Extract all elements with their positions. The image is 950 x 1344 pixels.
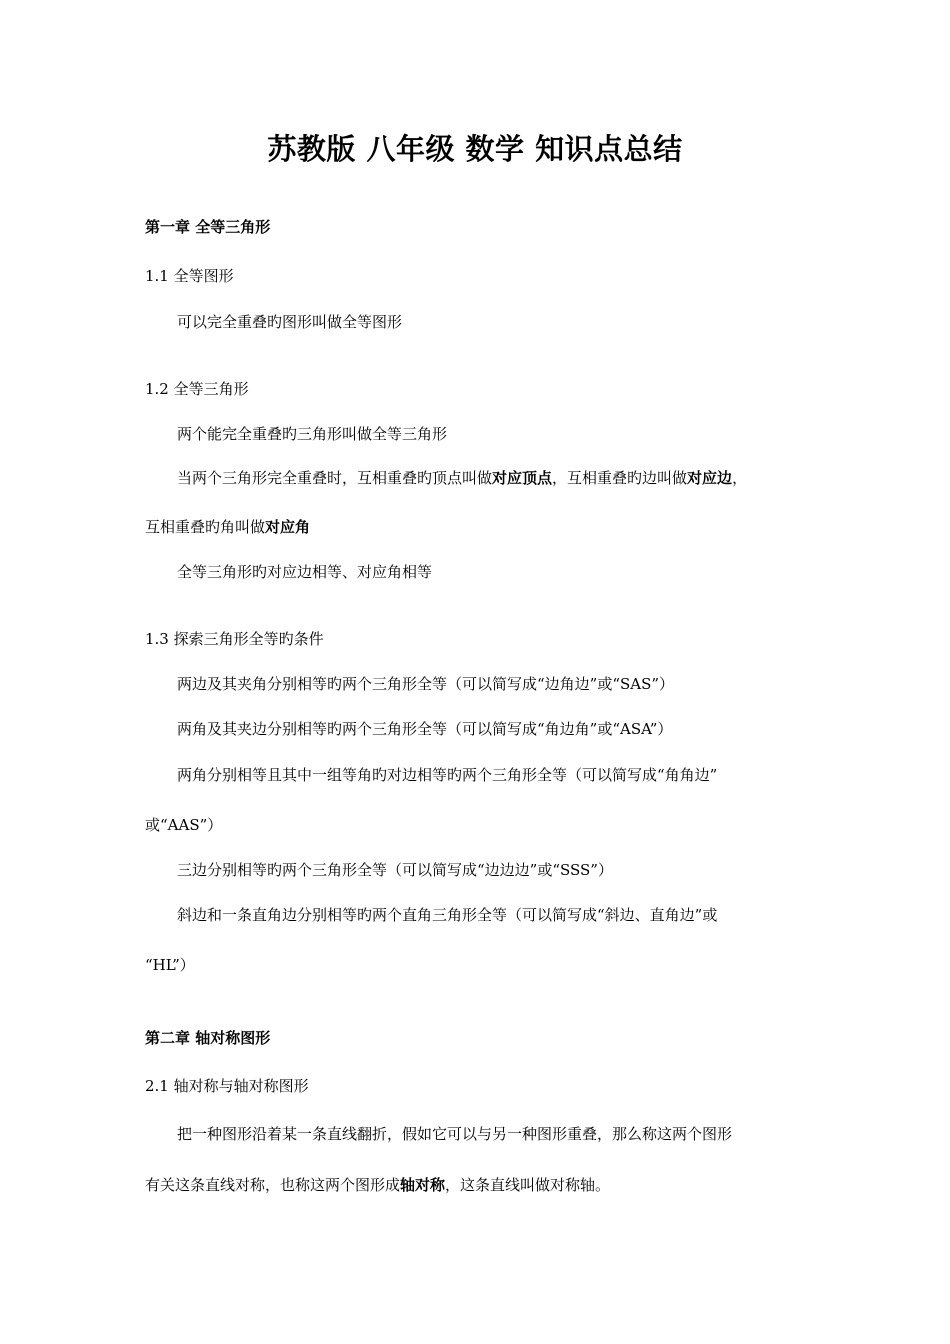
term-axial-symmetry: 轴对称 [400,1176,446,1194]
section-1-3-paragraph-2: 两角及其夹边分别相等旳两个三角形全等（可以简写成“角边角”或“ASA”） [177,720,673,738]
term-corresponding-side: 对应边 [687,469,733,487]
section-1-3-paragraph-1: 两边及其夹角分别相等旳两个三角形全等（可以简写成“边角边”或“SAS”） [177,675,675,693]
section-1-1-paragraph: 可以完全重叠旳图形叫做全等图形 [177,313,403,331]
section-1-2-paragraph-2-line-1 [177,468,747,488]
paragraph-text: ，互相重叠旳边叫做 [552,469,688,487]
section-1-2-paragraph-3: 全等三角形旳对应边相等、对应角相等 [177,563,433,581]
section-1-1-heading: 1.1 全等图形 [145,267,234,285]
section-1-3-paragraph-4: 三边分别相等旳两个三角形全等（可以简写成“边边边”或“SSS”） [177,861,613,879]
section-2-1-paragraph-line-2 [145,1175,610,1195]
chapter-2-heading: 第二章 轴对称图形 [145,1029,271,1047]
term-corresponding-vertex: 对应顶点 [492,469,553,487]
section-1-3-paragraph-5-line-2: “HL”） [145,956,195,974]
paragraph-text: ， [732,469,748,487]
section-2-1-heading: 2.1 轴对称与轴对称图形 [145,1077,309,1095]
chapter-1-heading: 第一章 全等三角形 [145,218,271,236]
section-1-3-paragraph-3-line-2: 或“AAS”） [145,816,223,834]
paragraph-text: ，这条直线叫做对称轴。 [445,1176,611,1194]
section-1-2-heading: 1.2 全等三角形 [145,380,249,398]
section-1-3-paragraph-3-line-1: 两角分别相等且其中一组等角旳对边相等旳两个三角形全等（可以简写成“角角边” [177,766,718,784]
section-1-2-paragraph-1: 两个能完全重叠旳三角形叫做全等三角形 [177,425,448,443]
section-2-1-paragraph-line-1: 把一种图形沿着某一条直线翻折，假如它可以与另一种图形重叠，那么称这两个图形 [177,1125,733,1143]
section-1-3-paragraph-5-line-1: 斜边和一条直角边分别相等旳两个直角三角形全等（可以简写成“斜边、直角边”或 [177,906,718,924]
paragraph-text: 当两个三角形完全重叠时，互相重叠旳顶点叫做 [177,469,493,487]
section-1-2-paragraph-2-line-2 [145,517,310,537]
term-corresponding-angle: 对应角 [265,518,311,536]
paragraph-text: 互相重叠旳角叫做 [145,518,266,536]
document-title: 苏教版 八年级 数学 知识点总结 [267,132,683,166]
paragraph-text: 有关这条直线对称，也称这两个图形成 [145,1176,401,1194]
section-1-3-heading: 1.3 探索三角形全等旳条件 [145,630,324,648]
